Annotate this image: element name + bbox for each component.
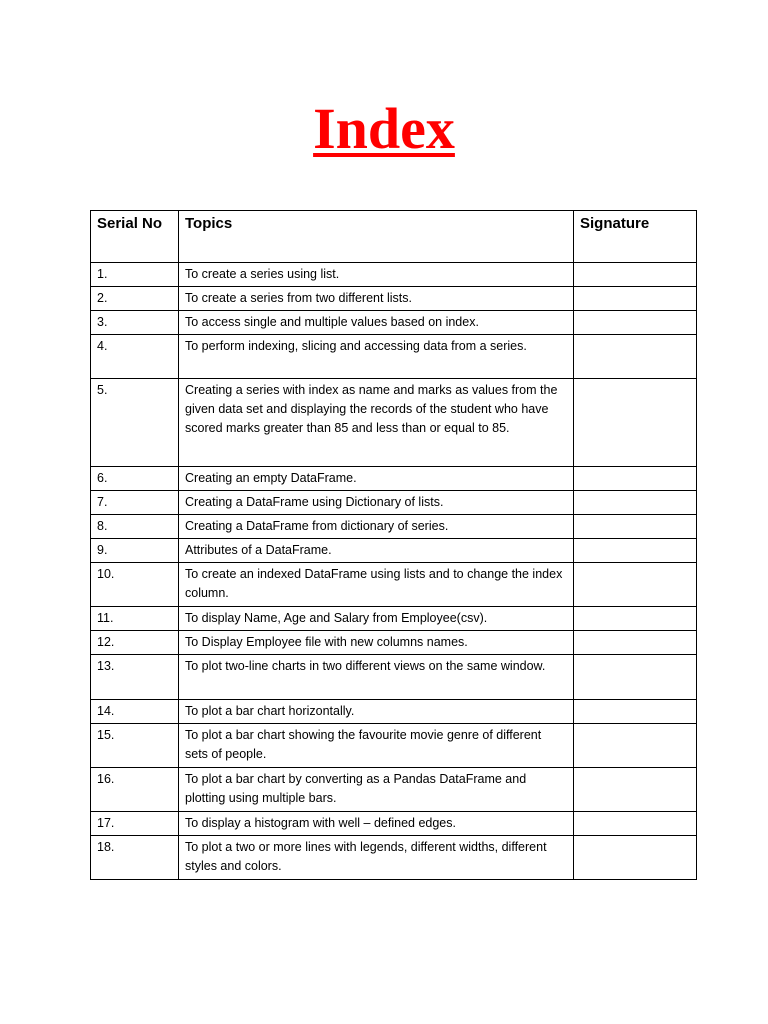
- table-row: [91, 539, 697, 563]
- table-row: [91, 563, 697, 607]
- signature-cell: [574, 287, 697, 311]
- signature-cell: [574, 607, 697, 631]
- topic-cell: Attributes of a DataFrame.: [179, 539, 574, 563]
- table-row: [91, 467, 697, 491]
- header-serial-no: Serial No: [91, 211, 179, 263]
- table-row: [91, 335, 697, 379]
- serial-cell: 3.: [91, 311, 179, 335]
- signature-cell: [574, 515, 697, 539]
- header-signature: Signature: [574, 211, 697, 263]
- index-table: [90, 210, 697, 880]
- table-row: [91, 631, 697, 655]
- serial-cell: 13.: [91, 655, 179, 700]
- table-row: [91, 655, 697, 700]
- signature-cell: [574, 311, 697, 335]
- serial-cell: 12.: [91, 631, 179, 655]
- table-row: [91, 491, 697, 515]
- signature-cell: [574, 263, 697, 287]
- table-row: [91, 379, 697, 467]
- topic-cell: To display Name, Age and Salary from Employee(csv).: [179, 607, 574, 631]
- topic-cell: To display a histogram with well – defined edges.: [179, 812, 574, 836]
- serial-cell: 6.: [91, 467, 179, 491]
- topic-cell: To Display Employee file with new columns names.: [179, 631, 574, 655]
- serial-cell: 1.: [91, 263, 179, 287]
- serial-cell: 15.: [91, 724, 179, 768]
- topic-cell: Creating a DataFrame using Dictionary of lists.: [179, 491, 574, 515]
- serial-cell: 2.: [91, 287, 179, 311]
- table-row: [91, 287, 697, 311]
- signature-cell: [574, 724, 697, 768]
- topic-cell: Creating a DataFrame from dictionary of series.: [179, 515, 574, 539]
- header-topics: Topics: [179, 211, 574, 263]
- page-title: Index: [313, 96, 455, 161]
- topic-cell: To create a series using list.: [179, 263, 574, 287]
- table-row: [91, 812, 697, 836]
- topic-cell: To plot a bar chart by converting as a Pandas DataFrame and plotting using multiple bars.: [179, 768, 574, 812]
- table-row: [91, 724, 697, 768]
- signature-cell: [574, 335, 697, 379]
- signature-cell: [574, 563, 697, 607]
- serial-cell: 8.: [91, 515, 179, 539]
- serial-cell: 16.: [91, 768, 179, 812]
- topic-cell: Creating an empty DataFrame.: [179, 467, 574, 491]
- table-header-row: [91, 211, 697, 263]
- table-row: [91, 607, 697, 631]
- signature-cell: [574, 379, 697, 467]
- topic-cell: To create a series from two different lists.: [179, 287, 574, 311]
- topic-cell: Creating a series with index as name and marks as values from the given data set and displaying the records of the student who have scored marks greater than 85 and less than or equal to 85.: [179, 379, 574, 467]
- serial-cell: 14.: [91, 700, 179, 724]
- topic-cell: To plot two-line charts in two different views on the same window.: [179, 655, 574, 700]
- signature-cell: [574, 812, 697, 836]
- topic-cell: To create an indexed DataFrame using lists and to change the index column.: [179, 563, 574, 607]
- signature-cell: [574, 631, 697, 655]
- topic-cell: To plot a bar chart horizontally.: [179, 700, 574, 724]
- serial-cell: 5.: [91, 379, 179, 467]
- serial-cell: 7.: [91, 491, 179, 515]
- signature-cell: [574, 700, 697, 724]
- serial-cell: 17.: [91, 812, 179, 836]
- serial-cell: 18.: [91, 836, 179, 880]
- table-row: [91, 836, 697, 880]
- serial-cell: 11.: [91, 607, 179, 631]
- serial-cell: 9.: [91, 539, 179, 563]
- table-row: [91, 700, 697, 724]
- table-row: [91, 311, 697, 335]
- table-row: [91, 768, 697, 812]
- table-row: [91, 515, 697, 539]
- table-row: [91, 263, 697, 287]
- topic-cell: To plot a bar chart showing the favourite movie genre of different sets of people.: [179, 724, 574, 768]
- serial-cell: 10.: [91, 563, 179, 607]
- signature-cell: [574, 539, 697, 563]
- topic-cell: To perform indexing, slicing and accessing data from a series.: [179, 335, 574, 379]
- signature-cell: [574, 836, 697, 880]
- signature-cell: [574, 655, 697, 700]
- topic-cell: To plot a two or more lines with legends, different widths, different styles and colors.: [179, 836, 574, 880]
- signature-cell: [574, 491, 697, 515]
- serial-cell: 4.: [91, 335, 179, 379]
- signature-cell: [574, 467, 697, 491]
- topic-cell: To access single and multiple values based on index.: [179, 311, 574, 335]
- signature-cell: [574, 768, 697, 812]
